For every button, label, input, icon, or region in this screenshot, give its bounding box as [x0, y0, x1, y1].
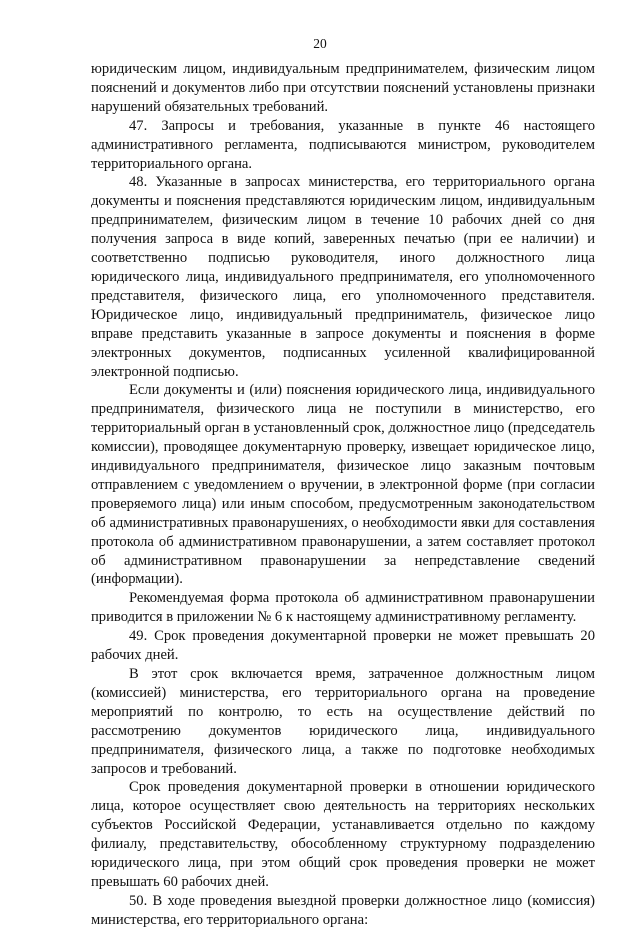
paragraph-49-multi-region: Срок проведения документарной проверки в отношении юридического лица, которое осуществляет свою деятельность на территориях нескольких субъектов Российской Федерации, устанавливается отдельно по каждому филиалу, представительству, обособленному структурному подразделению юридического лица, при этом общий срок проведения проверки не может превышать 60 рабочих дней.	[91, 779, 595, 890]
paragraph-49: 49. Срок проведения документарной проверки не может превышать 20 рабочих дней.	[91, 628, 595, 664]
paragraph-continuation: юридическим лицом, индивидуальным предпринимателем, физическим лицом пояснений и документов либо при отсутствии пояснений установлены признаки нарушений обязательных требований.	[91, 61, 595, 115]
page-number: 20	[313, 36, 327, 51]
paragraph-47: 47. Запросы и требования, указанные в пункте 46 настоящего административного регламента, подписываются министром, руководителем территориального органа.	[91, 117, 595, 172]
paragraph-49-included-time: В этот срок включается время, затраченное должностным лицом (комиссией) министерства, его территориального органа на проведение мероприятий по контролю, то есть на осуществление действий по рассмотрению документов юридического лица, индивидуального предпринимателя, физического лица, а также по подготовке необходимых запросов и требований.	[91, 666, 595, 777]
document-body	[91, 60, 595, 930]
paragraph-48-protocol-form: Рекомендуемая форма протокола об административном правонарушении приводится в приложении № 6 к настоящему административному регламенту.	[91, 590, 595, 626]
paragraph-48: 48. Указанные в запросах министерства, его территориального органа документы и пояснения представляются юридическим лицом, индивидуальным предпринимателем, физическим лицом в течение 10 рабочих дней со дня получения запроса в виде копий, заверенных печатью (при ее наличии) и соответственно подписью руководителя, иного должностного лица юридического лица, индивидуального предпринимателя, его уполномоченного представителя, физического лица, его уполномоченного представителя. Юридическое лицо, индивидуальный предприниматель, физическое лицо вправе представить указанные в запросе документы и пояснения в форме электронных документов, подписанных усиленной квалифицированной электронной подписью.	[91, 174, 595, 380]
paragraph-48-missing-documents: Если документы и (или) пояснения юридического лица, индивидуального предпринимателя, физического лица не поступили в министерство, его территориальный орган в установленный срок, должностное лицо (председатель комиссии), проводящее документарную проверку, извещает юридическое лицо, индивидуального предпринимателя, физическое лицо заказным почтовым отправлением с уведомлением о вручении, в электронной форме (при согласии проверяемого лица) или иным способом, предусмотренным законодательством об административных правонарушениях, о необходимости явки для составления протокола об административном правонарушении, а затем составляет протокол об административном правонарушении за непредставление сведений (информации).	[91, 382, 595, 588]
paragraph-50: 50. В ходе проведения выездной проверки должностное лицо (комиссия) министерства, его территориального органа:	[91, 892, 595, 928]
